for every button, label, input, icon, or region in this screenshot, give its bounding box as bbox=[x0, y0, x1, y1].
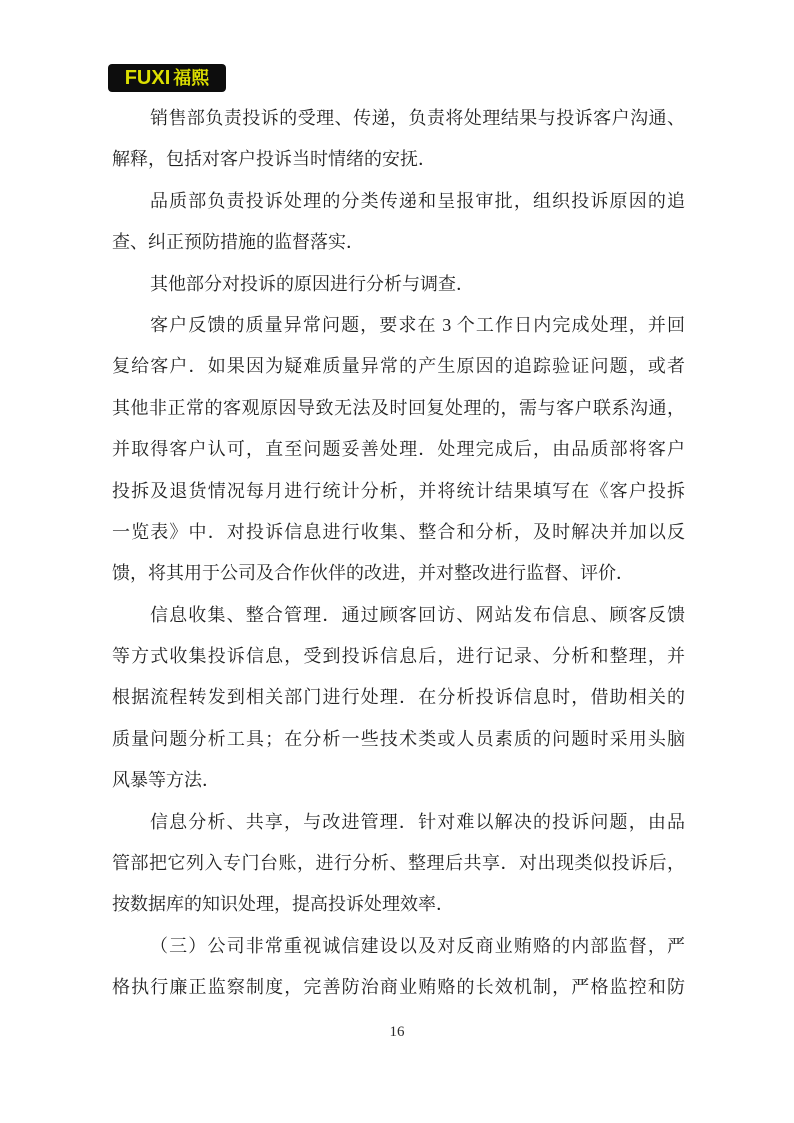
fuxi-logo bbox=[108, 64, 226, 92]
text-line: 按数据库的知识处理，提高投诉处理效率． bbox=[112, 894, 454, 915]
text-line: 其他非正常的客观原因导致无法及时回复处理的，需与客户联系沟通， bbox=[112, 397, 685, 418]
text-line: 一览表》中．对投诉信息进行收集、整合和分析，及时解决并加以反 bbox=[112, 521, 685, 542]
text-line: 管部把它列入专门台账，进行分析、整理后共享．对出现类似投诉后， bbox=[112, 853, 685, 874]
text-line: 客户反馈的质量异常问题，要求在 3 个工作日内完成处理，并回 bbox=[150, 314, 685, 335]
text-line: 信息收集、整合管理．通过顾客回访、网站发布信息、顾客反馈 bbox=[150, 604, 685, 625]
text-line: 馈，将其用于公司及合作伙伴的改进，并对整改进行监督、评价． bbox=[112, 563, 634, 584]
text-line: 销售部负责投诉的受理、传递，负责将处理结果与投诉客户沟通、 bbox=[150, 108, 685, 128]
text-line: 并取得客户认可，直至问题妥善处理．处理完成后，由品质部将客户 bbox=[112, 439, 685, 460]
text-line: （三）公司非常重视诚信建设以及对反商业贿赂的内部监督，严 bbox=[150, 935, 685, 956]
text-line: 风暴等方法． bbox=[112, 770, 220, 791]
logo-cjk-text: 福熙 bbox=[173, 68, 210, 88]
page-number: 16 bbox=[389, 1024, 405, 1040]
logo-latin-text: FUXI bbox=[124, 66, 171, 90]
text-line: 品质部负责投诉处理的分类传递和呈报审批，组织投诉原因的追 bbox=[150, 190, 685, 211]
text-line: 质量问题分析工具；在分析一些技术类或人员素质的问题时采用头脑 bbox=[112, 728, 685, 749]
text-line: 查、纠正预防措施的监督落实． bbox=[112, 232, 364, 253]
text-line: 复给客户．如果因为疑难质量异常的产生原因的追踪验证问题，或者 bbox=[112, 356, 685, 377]
text-line: 格执行廉正监察制度，完善防治商业贿赂的长效机制，严格监控和防 bbox=[112, 977, 685, 998]
text-line: 信息分析、共享，与改进管理．针对难以解决的投诉问题，由品 bbox=[150, 811, 685, 832]
text-line: 解释，包括对客户投诉当时情绪的安抚． bbox=[112, 149, 436, 170]
text-line: 其他部分对投诉的原因进行分析与调查． bbox=[150, 273, 474, 294]
page-footer bbox=[0, 1024, 794, 1041]
text-line: 根据流程转发到相关部门进行处理．在分析投诉信息时，借助相关的 bbox=[112, 687, 685, 708]
text-line: 等方式收集投诉信息，受到投诉信息后，进行记录、分析和整理，并 bbox=[112, 646, 685, 667]
document-body bbox=[112, 98, 685, 1009]
text-line: 投拆及退货情况每月进行统计分析，并将统计结果填写在《客户投拆 bbox=[112, 480, 685, 501]
